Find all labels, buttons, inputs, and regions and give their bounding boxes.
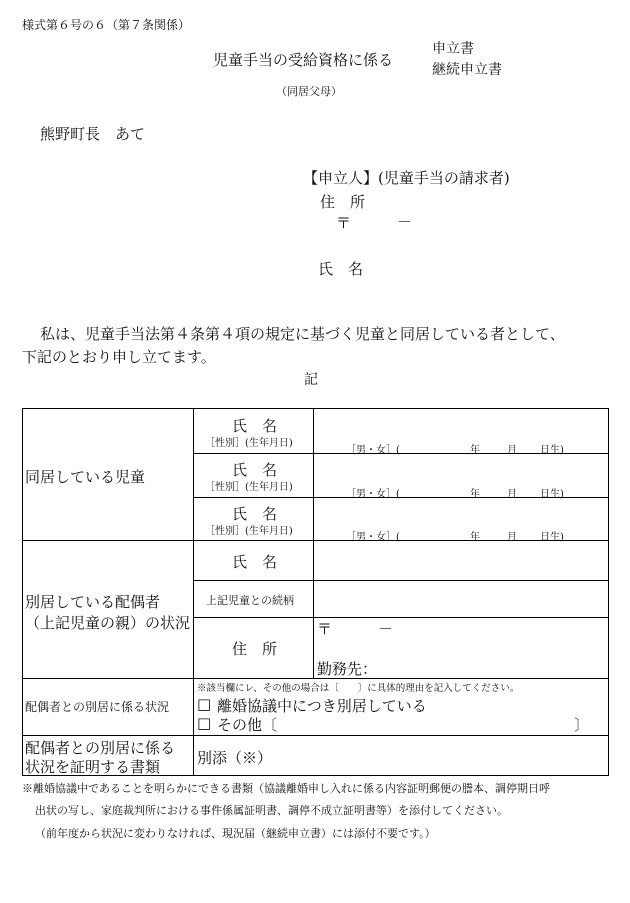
workplace-label: 勤務先： <box>317 660 378 678</box>
child-2-day: 日生) <box>540 489 564 500</box>
footnote-line-2: 出状の写し、家庭裁判所における事件係属証明書、調停不成立証明書等）を添付してください。 <box>35 804 508 817</box>
separation-option-1-checkbox[interactable]: □ <box>197 695 212 713</box>
applicant-heading: 【申立人】(児童手当の請求者) <box>303 169 510 187</box>
child-3-month: 月 <box>507 532 517 543</box>
child-3-name-label: 氏 名 <box>232 505 278 523</box>
applicant-postal-dash: － <box>397 213 413 231</box>
statement-ki: 記 <box>304 372 318 388</box>
separation-label: 配偶者との別居に係る状況 <box>25 700 170 714</box>
child-1-month: 月 <box>507 445 517 456</box>
title-option-keizoku: 継続申立書 <box>432 62 502 78</box>
child-1-sex: ［男・女］( <box>346 445 400 456</box>
statement-line-2: 下記のとおり申し立てます。 <box>22 348 216 366</box>
spouse-name-label: 氏 名 <box>232 553 278 571</box>
child-1-sex-dob-label: ［性別］(生年月日) <box>205 438 293 449</box>
separation-note: ※該当欄にレ、その他の場合は〔 〕に具体的理由を記入してください。 <box>197 683 520 694</box>
statement-line-1: 私は、児童手当法第４条第４項の規定に基づく児童と同居している者として、 <box>40 325 565 343</box>
child-3-sex-dob-label: ［性別］(生年月日) <box>205 526 293 537</box>
spouse-postal-mark: 〒 <box>317 620 333 638</box>
proof-value: 別添（※） <box>197 749 273 767</box>
child-2-sex: ［男・女］( <box>346 489 400 500</box>
child-3-year: 年 <box>470 532 480 543</box>
separation-option-2-label: その他〔 <box>217 716 278 734</box>
child-2-name-label: 氏 名 <box>232 461 278 479</box>
separation-option-2-checkbox[interactable]: □ <box>197 714 212 732</box>
footnote-line-1: ※離婚協議中であることを明らかにできる書類（協議離婚申し入れに係る内容証明郵便の謄本、調停期日呼 <box>22 782 550 795</box>
separation-option-2-close: 〕 <box>574 716 590 734</box>
spouse-label-line-2: （上記児童の親）の状況 <box>25 614 191 632</box>
child-1-name-label: 氏 名 <box>232 417 278 435</box>
spouse-postal-dash: － <box>378 620 394 638</box>
recipient: 熊野町長 あて <box>40 125 146 143</box>
applicant-address-label: 住 所 <box>320 193 366 211</box>
title-option-moushitatesho: 申立書 <box>432 41 474 57</box>
form-number: 様式第６号の６（第７条関係） <box>22 18 191 32</box>
applicant-postal-mark: 〒 <box>336 214 352 232</box>
proof-label-line-1: 配偶者との別居に係る <box>25 739 176 757</box>
child-2-sex-dob-label: ［性別］(生年月日) <box>205 482 293 493</box>
child-1-day: 日生) <box>540 445 564 456</box>
form-subtitle: （同居父母） <box>276 85 342 98</box>
children-label: 同居している児童 <box>25 468 146 486</box>
child-1-year: 年 <box>470 445 480 456</box>
proof-label-line-2: 状況を証明する書類 <box>25 758 161 776</box>
spouse-label-line-1: 別居している配偶者 <box>25 593 161 611</box>
separation-option-1-label: 離婚協議中につき別居している <box>217 697 427 715</box>
child-3-sex: ［男・女］( <box>346 532 400 543</box>
form-title: 児童手当の受給資格に係る <box>213 51 394 69</box>
child-3-day: 日生) <box>540 532 564 543</box>
relation-label: 上記児童との続柄 <box>206 594 294 607</box>
child-2-month: 月 <box>507 489 517 500</box>
child-2-year: 年 <box>470 489 480 500</box>
footnote-line-3: （前年度から状況に変わりなければ、現況届（継続申立書）には添付不要です。） <box>35 827 436 840</box>
applicant-name-label: 氏 名 <box>318 260 364 278</box>
spouse-address-label: 住 所 <box>232 640 278 658</box>
